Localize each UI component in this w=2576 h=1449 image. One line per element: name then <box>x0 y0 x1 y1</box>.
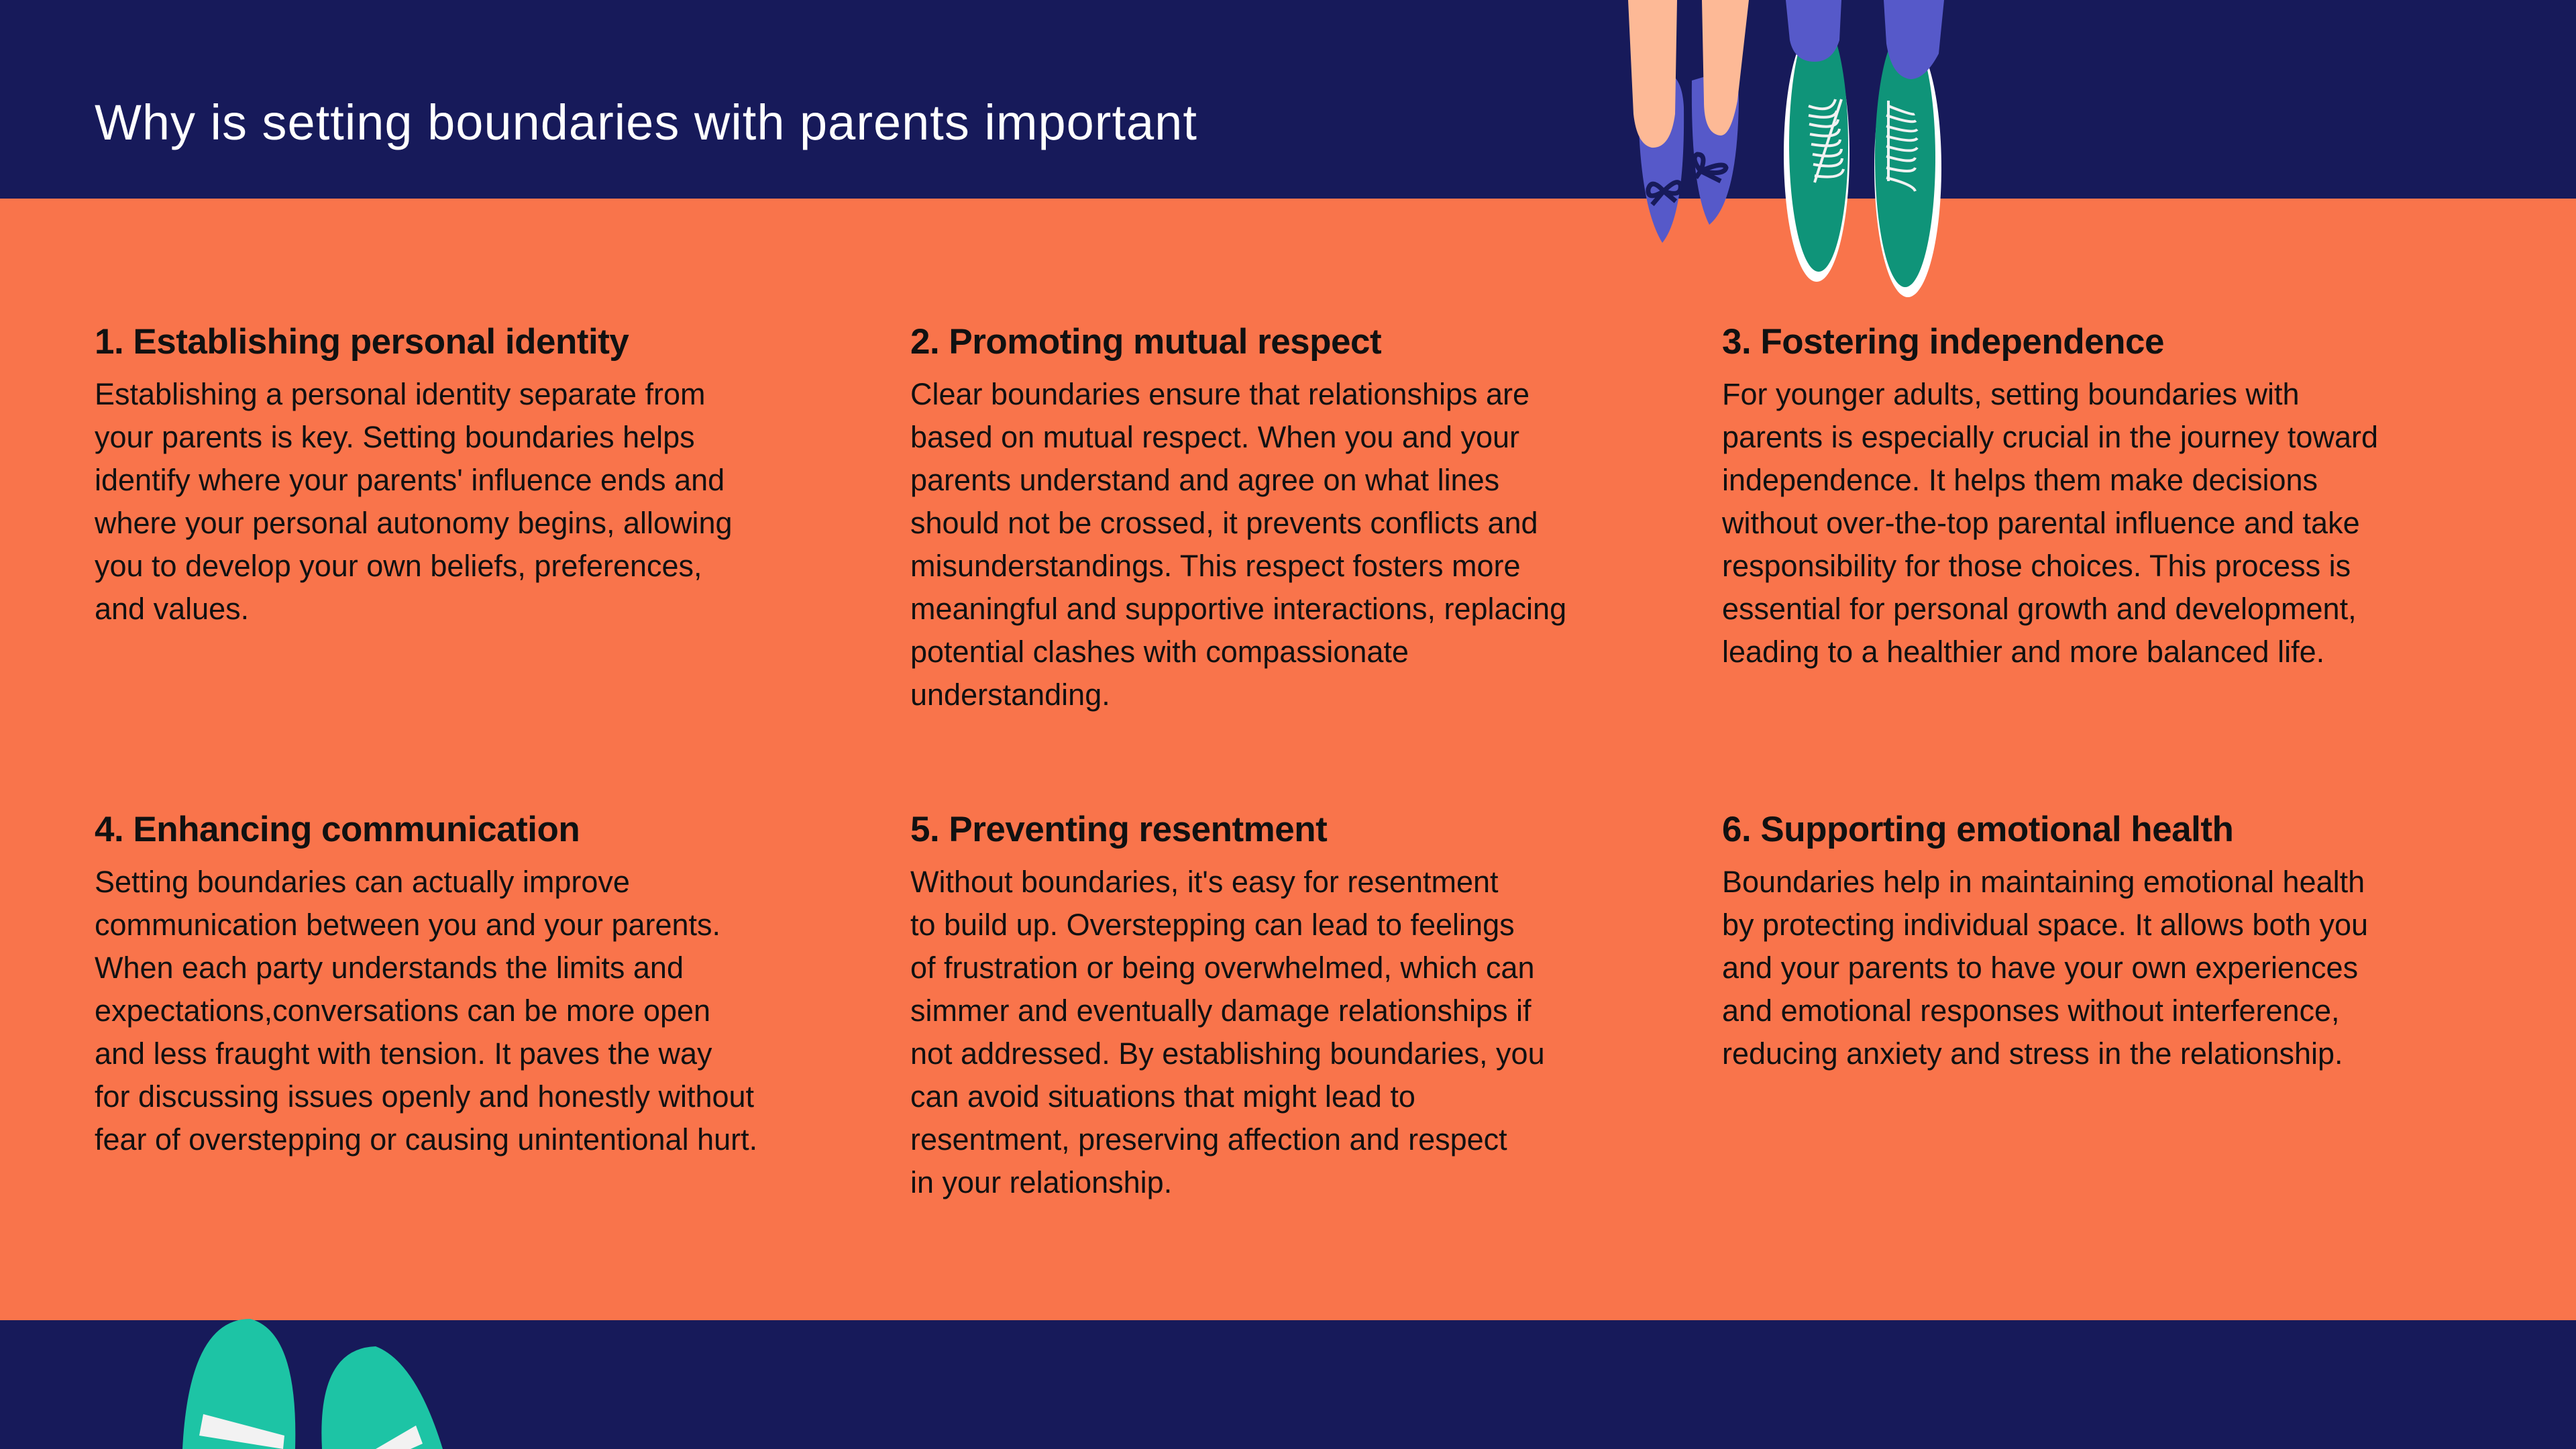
body-line: communication between you and your parents. <box>95 908 721 942</box>
body-line: where your personal autonomy begins, allowing <box>95 506 733 540</box>
section-heading: 1. Establishing personal identity <box>95 322 629 362</box>
body-line: identify where your parents' influence ends and <box>95 463 725 497</box>
body-line: Without boundaries, it's easy for resentment <box>910 865 1499 899</box>
section-heading: 4. Enhancing communication <box>95 810 580 849</box>
body-line: by protecting individual space. It allows both you <box>1722 908 2369 942</box>
section-personal-identity <box>95 321 866 631</box>
body-line: Boundaries help in maintaining emotional health <box>1722 865 2365 899</box>
body-line: meaningful and supportive interactions, replacing <box>910 592 1567 626</box>
body-line: for discussing issues openly and honestly without <box>95 1079 755 1114</box>
body-line: When each party understands the limits and <box>95 951 684 985</box>
section-communication <box>95 808 866 1161</box>
section-heading: 3. Fostering independence <box>1722 322 2164 362</box>
section-resentment <box>910 808 1682 1204</box>
body-line: reducing anxiety and stress in the relationship. <box>1722 1036 2343 1071</box>
body-line: misunderstandings. This respect fosters more <box>910 549 1521 583</box>
body-line: leading to a healthier and more balanced life. <box>1722 635 2325 669</box>
body-line: understanding. <box>910 678 1110 712</box>
body-line: without over-the-top parental influence and take <box>1722 506 2360 540</box>
body-line: essential for personal growth and development, <box>1722 592 2357 626</box>
body-line: can avoid situations that might lead to <box>910 1079 1415 1114</box>
section-mutual-respect <box>910 321 1682 716</box>
body-line: and less fraught with tension. It paves the way <box>95 1036 712 1071</box>
body-line: Establishing a personal identity separate from <box>95 377 706 411</box>
section-heading: 2. Promoting mutual respect <box>910 322 1382 362</box>
section-heading: 5. Preventing resentment <box>910 810 1328 849</box>
body-line: and your parents to have your own experiences <box>1722 951 2359 985</box>
body-line: and emotional responses without interference, <box>1722 994 2340 1028</box>
body-line: independence. It helps them make decisions <box>1722 463 2318 497</box>
section-heading: 6. Supporting emotional health <box>1722 810 2234 849</box>
body-line: your parents is key. Setting boundaries helps <box>95 420 695 454</box>
body-line: should not be crossed, it prevents conflicts and <box>910 506 1538 540</box>
body-line: Clear boundaries ensure that relationships are <box>910 377 1530 411</box>
footer-band <box>0 1320 2576 1449</box>
body-line: resentment, preserving affection and respect <box>910 1122 1507 1157</box>
section-independence <box>1722 321 2493 674</box>
body-line: For younger adults, setting boundaries with <box>1722 377 2300 411</box>
body-line: and values. <box>95 592 250 626</box>
body-line: Setting boundaries can actually improve <box>95 865 630 899</box>
body-line: parents is especially crucial in the journey toward <box>1722 420 2378 454</box>
body-line: parents understand and agree on what lines <box>910 463 1500 497</box>
body-line: you to develop your own beliefs, preferences, <box>95 549 702 583</box>
body-line: responsibility for those choices. This process is <box>1722 549 2351 583</box>
body-line: to build up. Overstepping can lead to feelings <box>910 908 1515 942</box>
section-emotional-health <box>1722 808 2493 1075</box>
body-line: in your relationship. <box>910 1165 1173 1199</box>
body-line: of frustration or being overwhelmed, which can <box>910 951 1535 985</box>
body-line: potential clashes with compassionate <box>910 635 1409 669</box>
page-title: Why is setting boundaries with parents important <box>95 95 1197 150</box>
body-line: based on mutual respect. When you and your <box>910 420 1520 454</box>
body-line: not addressed. By establishing boundaries, you <box>910 1036 1545 1071</box>
body-line: expectations,conversations can be more open <box>95 994 711 1028</box>
body-line: fear of overstepping or causing unintentional hurt. <box>95 1122 758 1157</box>
body-line: simmer and eventually damage relationships if <box>910 994 1532 1028</box>
